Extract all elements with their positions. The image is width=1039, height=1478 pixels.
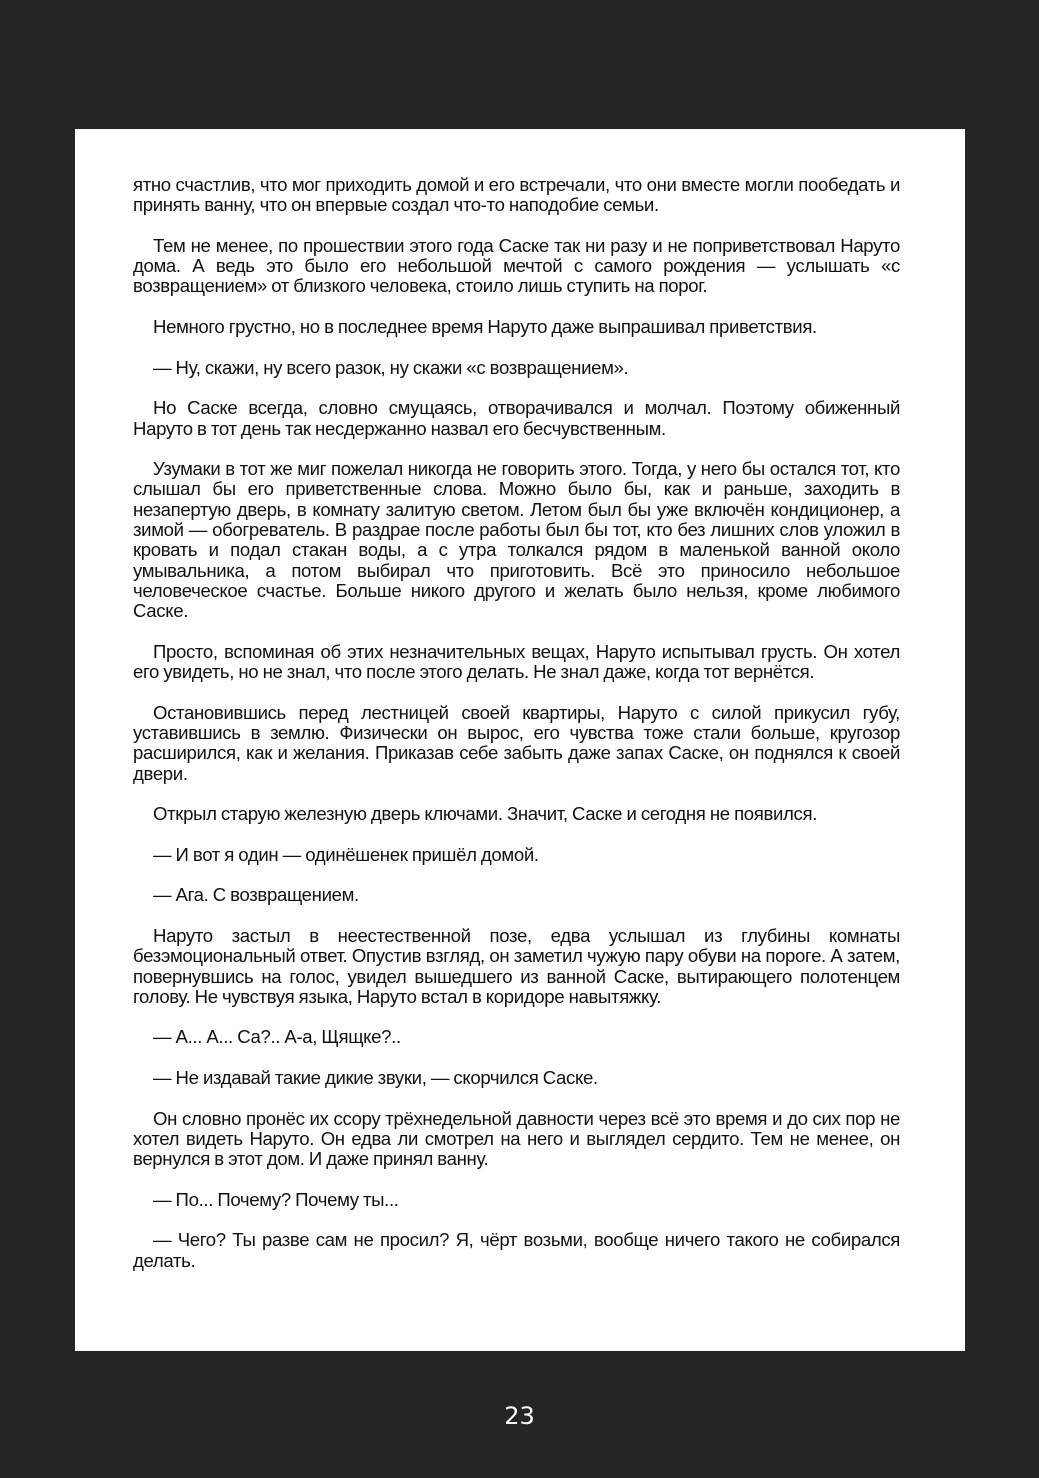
paragraph-text: Остановившись перед лестницей своей квартиры, Наруто с силой прикусил губу, уставившись в землю. Физически он вырос, его чувства тоже стали больше, кругозор расширился, как и желания. Приказав себе забыть даже запах Саске, он поднялся к своей двери. <box>133 701 900 784</box>
paragraph-text: ятно счастлив, что мог приходить домой и его встречали, что они вместе могли пообедать и принять ванну, что он впервые создал что-то наподобие семьи. <box>133 174 900 216</box>
paragraph <box>133 642 900 683</box>
paragraph <box>133 703 900 784</box>
paragraph-text: Узумаки в тот же миг пожелал никогда не говорить этого. Тогда, у него бы остался тот, кто слышал бы его приветственные слова. Можно было бы, как и раньше, заходить в незапертую дверь, в комнату залитую светом. Летом был бы уже включён кондиционер, а зимой — обогреватель. В раздрае после работы был бы тот, кто без лишних слов уложил в кровать и подал стакан воды, а с утра толкался рядом в маленькой ванной около умывальника, а потом выбирал что приготовить. Всё это приносило небольшое человеческое счастье. Больше никого другого и желать было нельзя, кроме любимого Саске. <box>133 458 900 622</box>
dialogue-line <box>133 1230 900 1271</box>
dialogue-line <box>133 885 900 905</box>
paragraph-text: Наруто застыл в неестественной позе, едва услышал из глубины комнаты безэмоциональный ответ. Опустив взгляд, он заметил чужую пару обуви на пороге. А затем, повернувшись на голос, увидел вышедшего из ванной Саске, вытирающего полотенцем голову. Не чувствуя языка, Наруто встал в коридоре навытяжку. <box>133 924 900 1007</box>
paragraph-text: Открыл старую железную дверь ключами. Значит, Саске и сегодня не появился. <box>153 803 818 825</box>
paragraph-text: — А... А... Са?.. А-а, Щящке?.. <box>153 1026 401 1048</box>
dialogue-line <box>133 1190 900 1210</box>
page-number: 23 <box>504 1402 535 1430</box>
paragraph <box>133 926 900 1007</box>
paragraph-text: — Не издавай такие дикие звуки, — скорчился Саске. <box>153 1067 598 1089</box>
paragraph <box>133 236 900 297</box>
paragraph-text: — Чего? Ты разве сам не просил? Я, чёрт возьми, вообще ничего такого не собирался делать. <box>133 1229 900 1271</box>
paragraph <box>133 804 900 824</box>
paragraph-text: Немного грустно, но в последнее время Наруто даже выпрашивал приветствия. <box>153 316 817 338</box>
paragraph-text: — Ага. С возвращением. <box>153 884 359 906</box>
paragraph-text: Тем не менее, по прошествии этого года Саске так ни разу и не поприветствовал Наруто дома. А ведь это было его небольшой мечтой с самого рождения — услышать «с возвращением» от близкого человека, стоило лишь ступить на порог. <box>133 234 900 297</box>
dialogue-line <box>133 1068 900 1088</box>
paragraph-text: — По... Почему? Почему ты... <box>153 1188 399 1210</box>
document-page <box>75 129 965 1351</box>
paragraph <box>133 175 900 216</box>
dialogue-line <box>133 845 900 865</box>
paragraph-text: Он словно пронёс их ссору трёхнедельной давности через всё это время и до сих пор не хотел видеть Наруто. Он едва ли смотрел на него и выглядел сердито. Тем не менее, он вернулся в этот дом. И даже принял ванну. <box>133 1107 900 1170</box>
paragraph-text: — И вот я один — одинёшенек пришёл домой. <box>153 843 539 865</box>
paragraph-text: Но Саске всегда, словно смущаясь, отворачивался и молчал. Поэтому обиженный Наруто в тот день так несдержанно назвал его бесчувственным. <box>133 397 900 439</box>
paragraph <box>133 398 900 439</box>
paragraph <box>133 317 900 337</box>
page-text-block <box>133 175 900 1291</box>
dialogue-line <box>133 1027 900 1047</box>
paragraph-text: Просто, вспоминая об этих незначительных вещах, Наруто испытывал грусть. Он хотел его увидеть, но не знал, что после этого делать. Не знал даже, когда тот вернётся. <box>133 640 900 683</box>
paragraph-text: — Ну, скажи, ну всего разок, ну скажи «с возвращением». <box>153 356 629 378</box>
paragraph <box>133 1109 900 1170</box>
paragraph <box>133 459 900 621</box>
dialogue-line <box>133 358 900 378</box>
